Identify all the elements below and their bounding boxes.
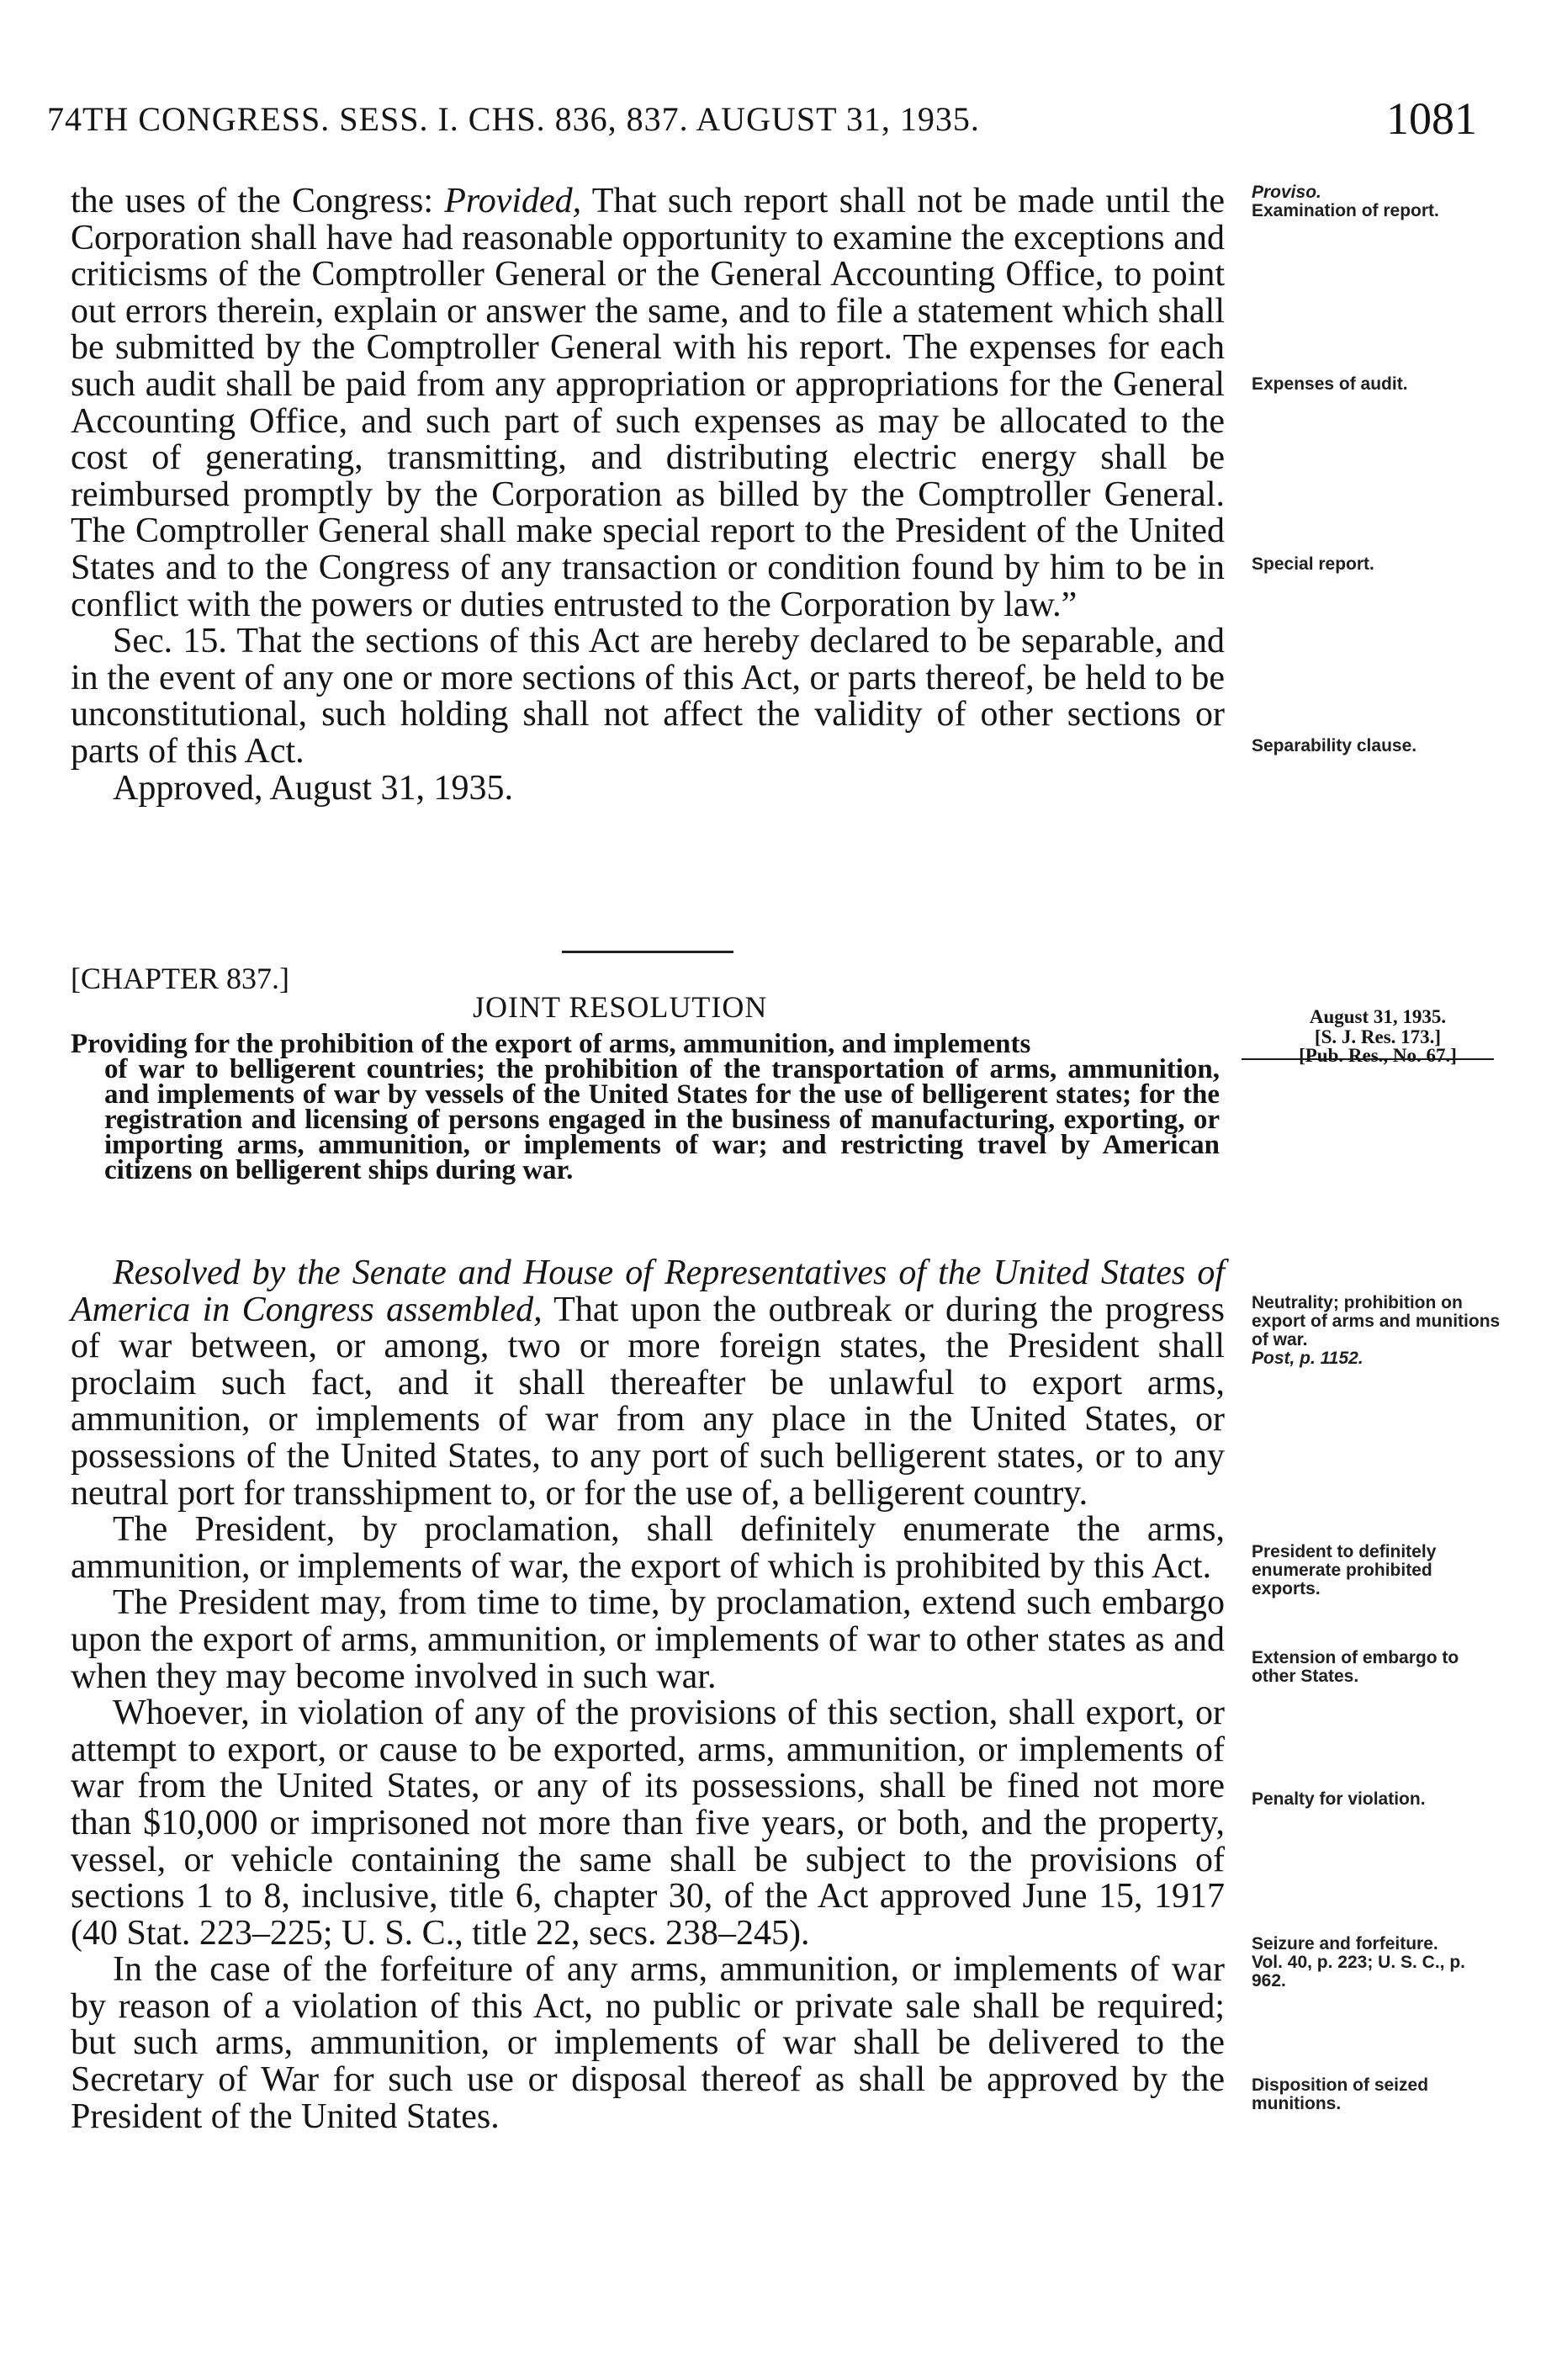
paragraph-penalty: Whoever, in violation of any of the provisions of this section, shall export, or attempt to export, or cause to be exported, arms, ammunition, or implements of war from the United States, or any of its possessions, shall be fined not more than $10,000 or imprisoned not more than five years, or both, and the property, vessel, or vehicle containing the same shall be subject to the provisions of sections 1 to 8, inclusive, title 6, chapter 30, of the Act approved June 15, 1917 (40 Stat. 223–225; U. S. C., title 22, secs. 238–245). xyxy=(71,1694,1225,1953)
section-divider xyxy=(562,951,733,953)
margin-note-expenses: Expenses of audit. xyxy=(1252,374,1408,394)
paragraph-enumerate: The President, by proclamation, shall definitely enumerate the arms, ammunition, or implements of war, the export of which is prohibited by this Act. xyxy=(71,1510,1225,1586)
pubres-number: [Pub. Res., No. 67.] xyxy=(1299,1045,1457,1066)
margin-note-proviso: Proviso. Examination of report. xyxy=(1252,183,1439,220)
paragraph-report-proviso: the uses of the Congress: Provided, That such report shall not be made until the Corporation shall have had reasonable opportunity to examine the exceptions and criticisms of the Comptroller General or the General Accounting Office, to point out errors therein, explain or answer the same, and to file a statement which shall be submitted by the Comptroller General with his report. The expenses for each such audit shall be paid from any appropriation or appropriations for the General Accounting Office, and such part of such expenses as may be allocated to the cost of generating, transmitting, and distributing electric energy shall be reimbursed promptly by the Corporation as billed by the Comptroller General. The Comptroller General shall make special report to the President of the United States and to the Congress of any transaction or condition found by him to be in conflict with the powers or duties entrusted to the Corporation by law.” xyxy=(71,182,1225,624)
enacting-clause: Resolved by the Senate and House of Representatives of the United States of America in Congress assembled, xyxy=(71,1254,1225,1329)
margin-note-special-report: Special report. xyxy=(1252,554,1374,574)
joint-resolution-title: JOINT RESOLUTION xyxy=(473,990,768,1024)
section-14-continuation xyxy=(71,183,1225,807)
paragraph-forfeiture: In the case of the forfeiture of any arms, ammunition, or implements of war by reason of a violation of this Act, no public or private sale shall be required; but such arms, ammunition, or implements of war shall be delivered to the Secretary of War for such use or disposal thereof as shall be approved by the President of the United States. xyxy=(71,1950,1225,2136)
margin-note-extension: Extension of embargo to other States. xyxy=(1252,1648,1459,1686)
header-citation: 74TH CONGRESS. SESS. I. CHS. 836, 837. AUGUST 31, 1935. xyxy=(47,100,980,138)
margin-note-president-enumerate: President to definitely enumerate prohibited exports. xyxy=(1252,1542,1437,1598)
running-header xyxy=(47,93,1477,143)
page-number: 1081 xyxy=(1386,93,1477,144)
joint-resolution-body xyxy=(71,1255,1225,2135)
sjres-number: [S. J. Res. 173.] xyxy=(1314,1026,1442,1047)
resolution-synopsis: Providing for the prohibition of the export of arms, ammunition, and implements of war to belligerent countries; the prohibition of the transportation of arms, ammunition, and implements of war by vessels of the United States for the use of belligerent states; for the registration and licensing of persons engaged in the business of manufacturing, exporting, or importing arms, ammunition, or implements of war; and restricting travel by American citizens on belligerent ships during war. xyxy=(71,1029,1220,1185)
paragraph-section-15: Sec. 15. That the sections of this Act are hereby declared to be separable, and in the event of any one or more sections of this Act, or parts thereof, be held to be unconstitutional, such holding shall not affect the validity of other sections or parts of this Act. xyxy=(71,622,1225,771)
proviso-word: Provided, xyxy=(444,182,582,220)
margin-note-separability: Separability clause. xyxy=(1252,736,1417,755)
resolution-date: August 31, 1935. xyxy=(1309,1006,1447,1027)
margin-note-disposition: Disposition of seized munitions. xyxy=(1252,2075,1429,2113)
margin-note-neutrality: Neutrality; prohibition on export of arms and munitions of war. Post, p. 1152. xyxy=(1252,1293,1501,1368)
approved-line: Approved, August 31, 1935. xyxy=(113,768,513,808)
paragraph-resolved: Resolved by the Senate and House of Representatives of the United States of America in Congress assembled, That upon the outbreak or during the progress of war between, or among, two or more foreign states, the President shall proclaim such fact, and it shall thereafter be unlawful to export arms, ammunition, or implements of war from any place in the United States, or possessions of the United States, to any port of such belligerent states, or to any neutral port for transshipment to, or for the use of, a belligerent country. xyxy=(71,1254,1225,1513)
chapter-label: [CHAPTER 837.] xyxy=(71,962,289,995)
margin-note-penalty: Penalty for violation. xyxy=(1252,1789,1426,1809)
margin-note-seizure: Seizure and forfeiture. Vol. 40, p. 223; U. S. C., p. 962. xyxy=(1252,1934,1466,1990)
paragraph-extend-embargo: The President may, from time to time, by proclamation, extend such embargo upon the export of arms, ammunition, or implements of war to other states as and when they may become involved in such war. xyxy=(71,1583,1225,1696)
